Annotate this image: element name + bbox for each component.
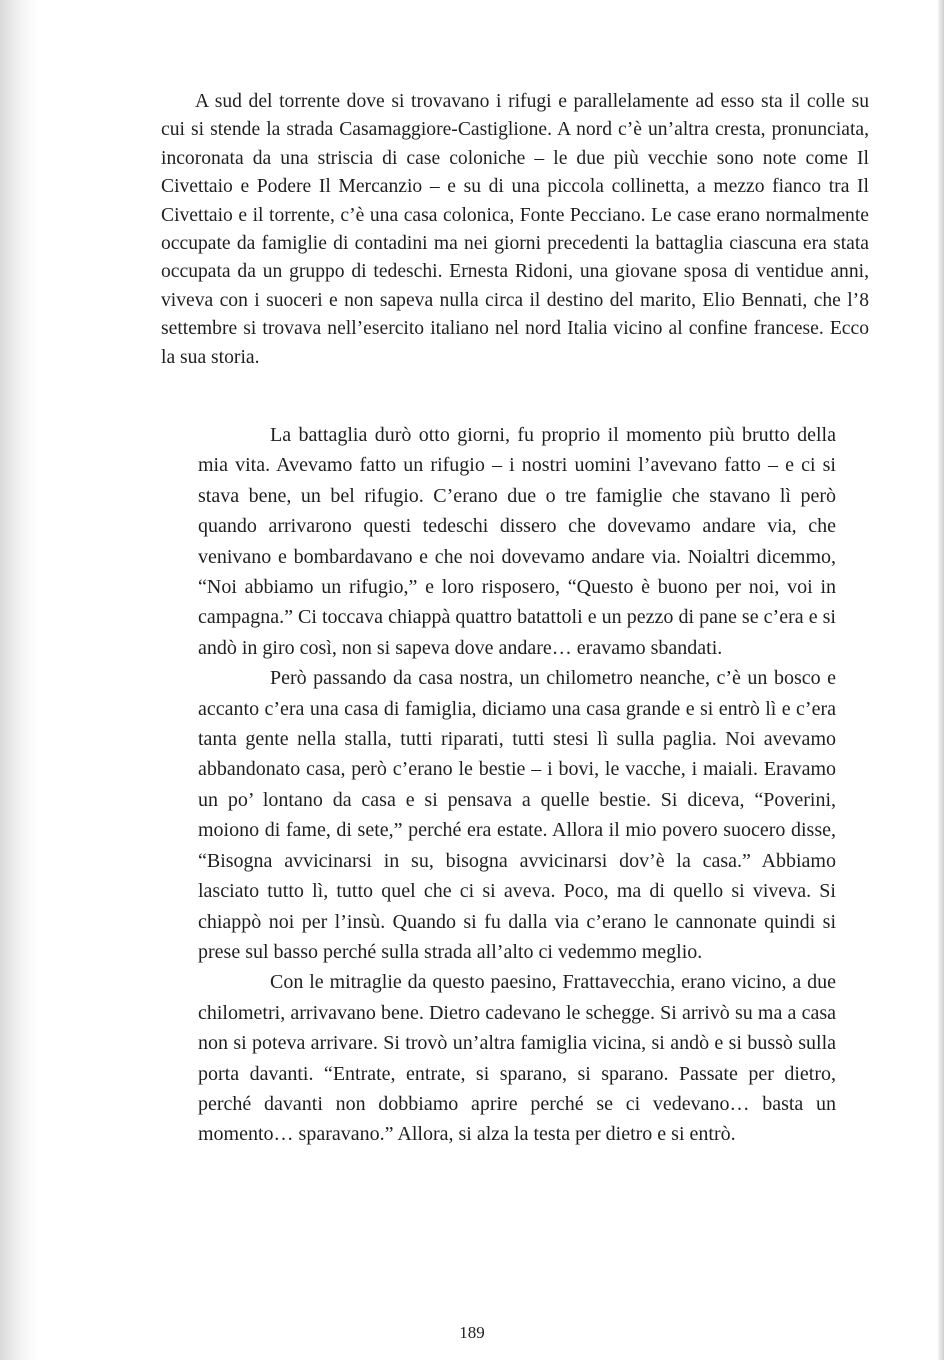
testimony-block-quote xyxy=(198,420,836,1150)
binding-gutter-shadow xyxy=(0,0,40,1360)
quote-paragraph-2: Però passando da casa nostra, un chilometro neanche, c’è un bosco e accanto c’era una casa di famiglia, diciamo una casa grande e si entrò lì e c’era tanta gente nella stalla, tutti riparati, tutti stesi lì sulla paglia. Noi avevamo abbandonato casa, però c’erano le bestie – i bovi, le vacche, i maiali. Eravamo un po’ lontano da casa e si pensava a quelle bestie. Si diceva, “Poverini, moiono di fame, di sete,” perché era estate. Allora il mio povero suocero disse, “Bisogna avvicinarsi in su, bisogna avvicinarsi dov’è la casa.” Abbiamo lasciato tutto lì, tutto quel che ci si aveva. Poco, ma di quello si viveva. Si chiappò noi per l’insù. Quando si fu dalla via c’erano le cannonate quindi si prese sul basso perché sulla strada all’alto ci vedemmo meglio. xyxy=(198,667,836,963)
page-edge-shadow xyxy=(938,0,944,1360)
quote-paragraph-1: La battaglia durò otto giorni, fu proprio il momento più brutto della mia vita. Avevamo fatto un rifugio – i nostri uomini l’avevano fatto – e ci si stava bene, un bel rifugio. C’erano due o tre famiglie che stavano lì però quando arrivarono questi tedeschi dissero che dovevamo andare via, che venivano e bombardavano e che noi dovevamo andare via. Noialtri dicemmo, “Noi abbiamo un rifugio,” e loro risposero, “Questo è buono per noi, voi in campagna.” Ci toccava chiappà quattro batattoli e un pezzo di pane se c’era e si andò in giro così, non si sapeva dove andare… eravamo sbandati. xyxy=(198,424,836,659)
intro-paragraph: A sud del torrente dove si trovavano i rifugi e parallelamente ad esso sta il colle su cui si stende la strada Casamaggiore-Castiglione. A nord c’è un’altra cresta, pronunciata, incoronata da una striscia di case coloniche – le due più vecchie sono note come Il Civettaio e Podere Il Mercanzio – e su di una piccola collinetta, a mezzo fianco tra Il Civettaio e il torrente, c’è una casa colonica, Fonte Pecciano. Le case erano normalmente occupate da famiglie di contadini ma nei giorni precedenti la battaglia ciascuna era stata occupata da un gruppo di tedeschi. Ernesta Ridoni, una giovane sposa di ventidue anni, viveva con i suoceri e non sapeva nulla circa il destino del marito, Elio Bennati, che l’8 settembre si trovava nell’esercito italiano nel nord Italia vicino al confine francese. Ecco la sua storia. xyxy=(161,91,869,368)
page-number: 189 xyxy=(459,1323,485,1342)
quote-paragraph-3: Con le mitraglie da questo paesino, Frattavecchia, erano vicino, a due chilometri, arrivavano bene. Dietro cadevano le schegge. Si arrivò su ma a casa non si poteva arrivare. Si trovò un’altra famiglia vicina, si andò e si bussò sulla porta davanti. “Entrate, entrate, si sparano, si sparano. Passate per dietro, perché davanti non dobbiamo aprire perché se ci vedevano… basta un momento… sparavano.” Allora, si alza la testa per dietro e si entrò. xyxy=(198,971,836,1146)
